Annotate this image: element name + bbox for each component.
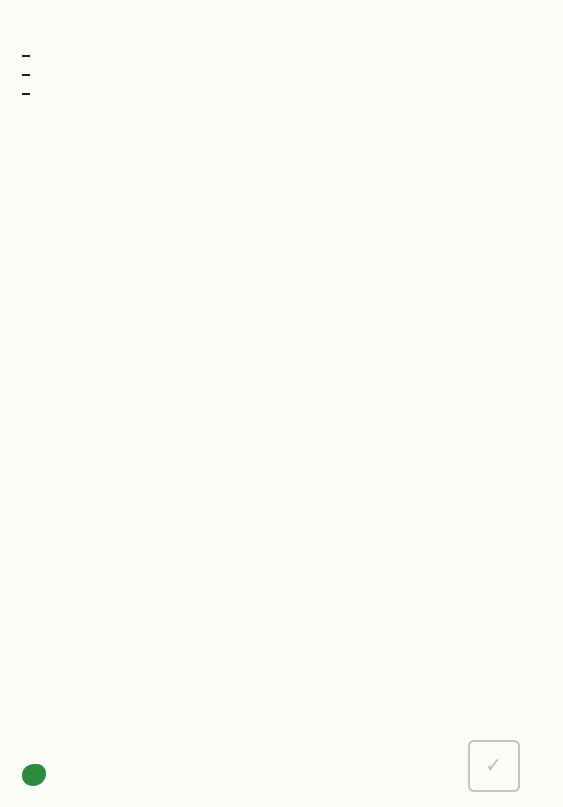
- section-tag: [22, 55, 30, 57]
- watermark: [435, 740, 555, 800]
- section-heading: [22, 67, 286, 86]
- section-tag: [22, 93, 30, 95]
- watermark-logo-icon: ✓: [468, 740, 520, 792]
- page-number-badge: [26, 770, 56, 796]
- lesson-title-18: [22, 22, 286, 48]
- section-tag: [22, 74, 30, 76]
- left-column: [22, 22, 286, 105]
- section-heading: [22, 48, 286, 67]
- section-heading: [22, 86, 286, 105]
- leaf-icon: [22, 764, 46, 786]
